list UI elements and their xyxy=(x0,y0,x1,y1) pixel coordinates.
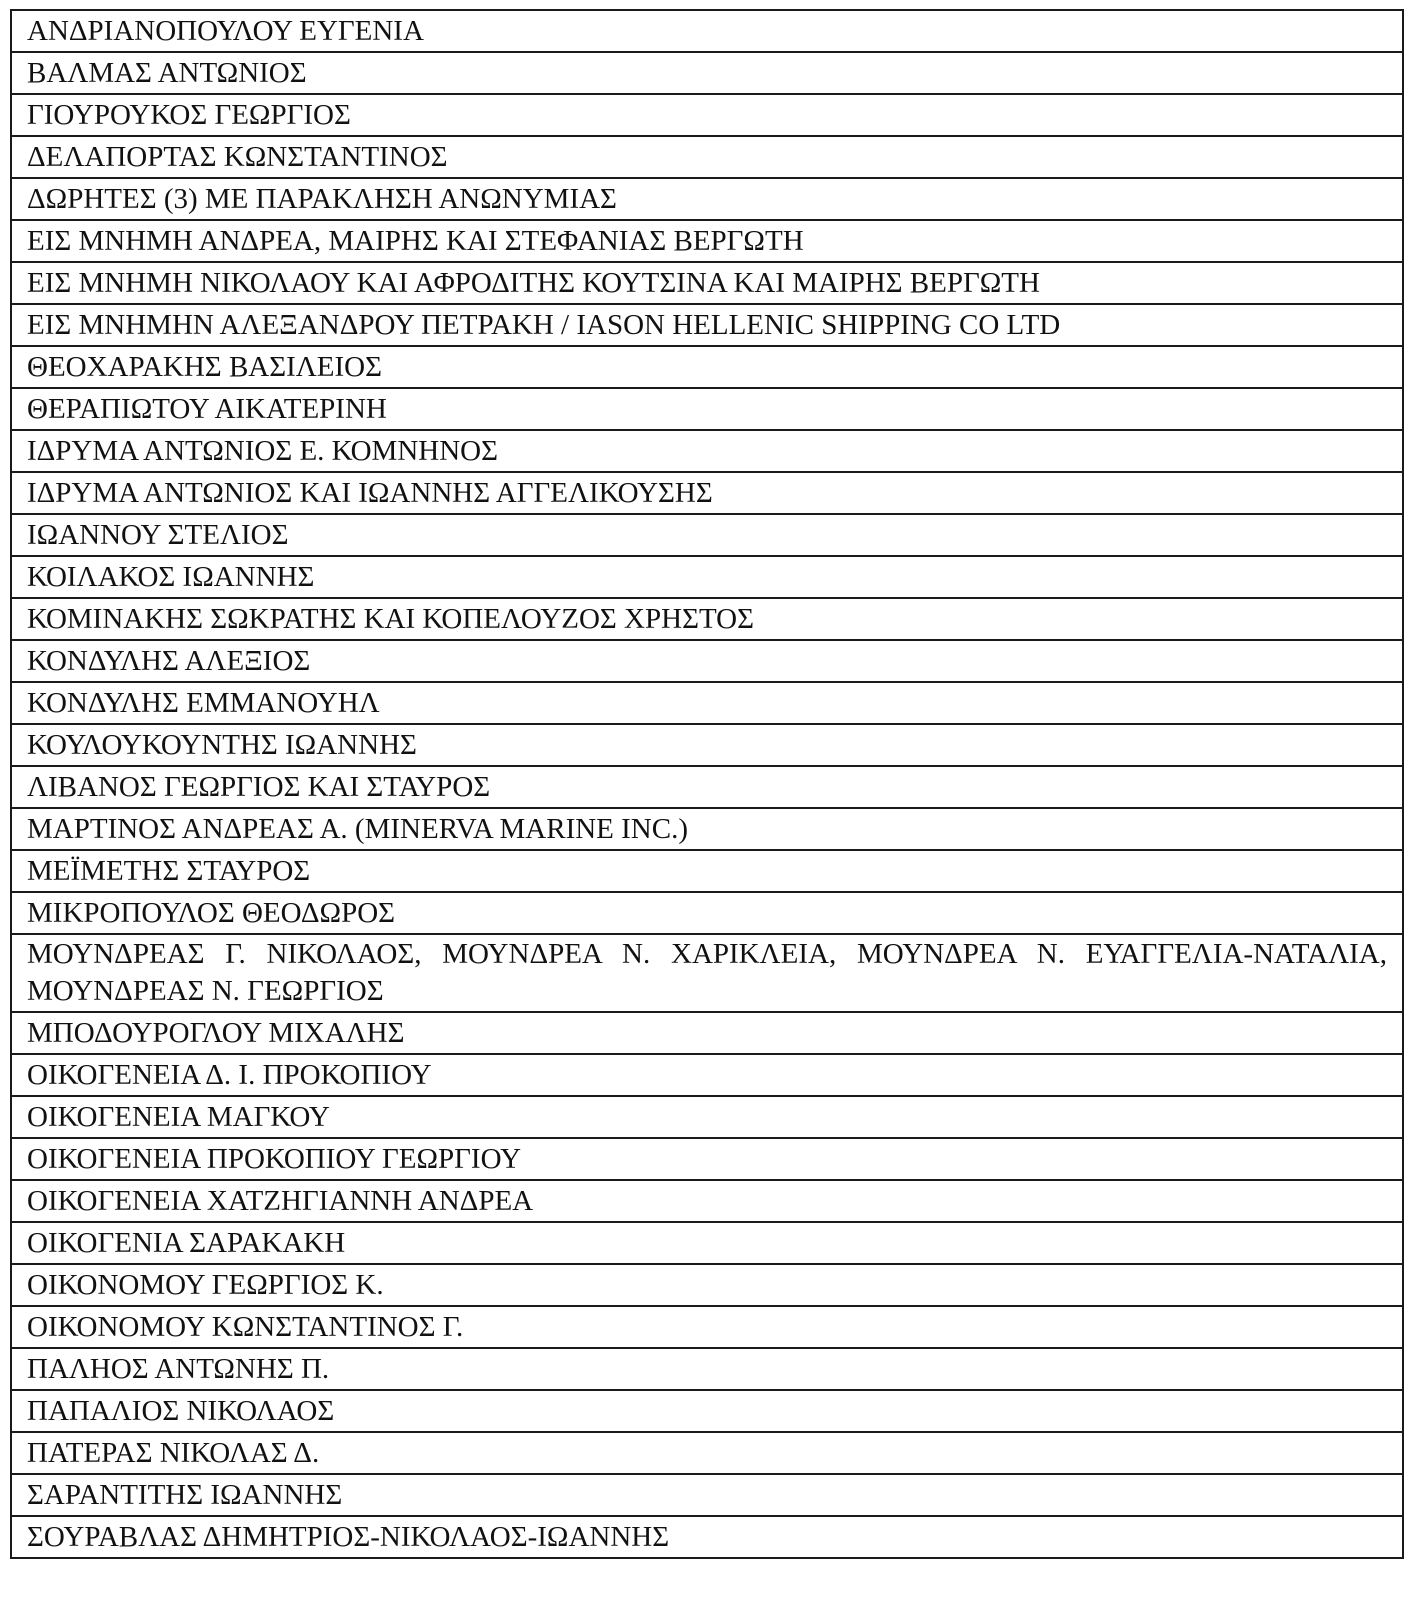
table-row xyxy=(11,430,1403,472)
table-row xyxy=(11,388,1403,430)
table-row xyxy=(11,598,1403,640)
table-row xyxy=(11,304,1403,346)
table-row xyxy=(11,1138,1403,1180)
table-row xyxy=(11,850,1403,892)
donor-name-cell: ΠΑΠΑΛΙΟΣ ΝΙΚΟΛΑΟΣ xyxy=(11,1390,1403,1432)
table-row xyxy=(11,1474,1403,1516)
donor-name-cell: ΟΙΚΟΓΕΝΕΙΑ Δ. Ι. ΠΡΟΚΟΠΙΟΥ xyxy=(11,1054,1403,1096)
table-row xyxy=(11,1390,1403,1432)
donor-name-cell: ΕΙΣ ΜΝΗΜΗ ΝΙΚΟΛΑΟΥ ΚΑΙ ΑΦΡΟΔΙΤΗΣ ΚΟΥΤΣΙΝΑ ΚΑΙ ΜΑΙΡΗΣ ΒΕΡΓΩΤΗ xyxy=(11,262,1403,304)
donor-name-cell: ΣΟΥΡΑΒΛΑΣ ΔΗΜΗΤΡΙΟΣ-ΝΙΚΟΛΑΟΣ-ΙΩΑΝΝΗΣ xyxy=(11,1516,1403,1558)
table-row xyxy=(11,346,1403,388)
donor-name-cell: ΟΙΚΟΓΕΝΕΙΑ ΧΑΤΖΗΓΙΑΝΝΗ ΑΝΔΡΕΑ xyxy=(11,1180,1403,1222)
table-row xyxy=(11,1264,1403,1306)
donor-name-cell: ΑΝΔΡΙΑΝΟΠΟΥΛΟΥ ΕΥΓΕΝΙΑ xyxy=(11,10,1403,52)
donor-name-cell: ΟΙΚΟΓΕΝΙΑ ΣΑΡΑΚΑΚΗ xyxy=(11,1222,1403,1264)
donor-name-cell: ΟΙΚΟΝΟΜΟΥ ΓΕΩΡΓΙΟΣ Κ. xyxy=(11,1264,1403,1306)
donor-name-cell: ΘΕΡΑΠΙΩΤΟΥ ΑΙΚΑΤΕΡΙΝΗ xyxy=(11,388,1403,430)
donor-name-cell: ΘΕΟΧΑΡΑΚΗΣ ΒΑΣΙΛΕΙΟΣ xyxy=(11,346,1403,388)
table-row xyxy=(11,514,1403,556)
table-row xyxy=(11,1516,1403,1558)
donor-name-cell: ΠΑΤΕΡΑΣ ΝΙΚΟΛΑΣ Δ. xyxy=(11,1432,1403,1474)
donor-name-cell: ΚΟΝΔΥΛΗΣ ΑΛΕΞΙΟΣ xyxy=(11,640,1403,682)
donor-name-cell: ΟΙΚΟΓΕΝΕΙΑ ΠΡΟΚΟΠΙΟΥ ΓΕΩΡΓΙΟΥ xyxy=(11,1138,1403,1180)
donor-name-cell: ΓΙΟΥΡΟΥΚΟΣ ΓΕΩΡΓΙΟΣ xyxy=(11,94,1403,136)
table-row xyxy=(11,472,1403,514)
table-row xyxy=(11,1432,1403,1474)
table-row xyxy=(11,1348,1403,1390)
table-row xyxy=(11,94,1403,136)
donor-name-cell: ΛΙΒΑΝΟΣ ΓΕΩΡΓΙΟΣ ΚΑΙ ΣΤΑΥΡΟΣ xyxy=(11,766,1403,808)
donor-name-cell: ΙΔΡΥΜΑ ΑΝΤΩΝΙΟΣ Ε. ΚΟΜΝΗΝΟΣ xyxy=(11,430,1403,472)
donor-name-cell: ΔΩΡΗΤΕΣ (3) ΜΕ ΠΑΡΑΚΛΗΣΗ ΑΝΩΝΥΜΙΑΣ xyxy=(11,178,1403,220)
table-row xyxy=(11,10,1403,52)
table-row xyxy=(11,262,1403,304)
table-row xyxy=(11,136,1403,178)
table-row xyxy=(11,1054,1403,1096)
table-row xyxy=(11,682,1403,724)
donor-name-cell: ΕΙΣ ΜΝΗΜΗ ΑΝΔΡΕΑ, ΜΑΙΡΗΣ ΚΑΙ ΣΤΕΦΑΝΙΑΣ ΒΕΡΓΩΤΗ xyxy=(11,220,1403,262)
table-row xyxy=(11,892,1403,934)
donor-name-cell: ΚΟΥΛΟΥΚΟΥΝΤΗΣ ΙΩΑΝΝΗΣ xyxy=(11,724,1403,766)
donor-name-cell: ΜΙΚΡΟΠΟΥΛΟΣ ΘΕΟΔΩΡΟΣ xyxy=(11,892,1403,934)
donor-name-cell: ΕΙΣ ΜΝΗΜΗΝ ΑΛΕΞΑΝΔΡΟΥ ΠΕΤΡΑΚΗ / IASON HELLENIC SHIPPING CO LTD xyxy=(11,304,1403,346)
donor-name-cell: ΔΕΛΑΠΟΡΤΑΣ ΚΩΝΣΤΑΝΤΙΝΟΣ xyxy=(11,136,1403,178)
table-row xyxy=(11,934,1403,1012)
donor-name-cell: ΒΑΛΜΑΣ ΑΝΤΩΝΙΟΣ xyxy=(11,52,1403,94)
donor-name-cell: ΜΠΟΔΟΥΡΟΓΛΟΥ ΜΙΧΑΛΗΣ xyxy=(11,1012,1403,1054)
table-row xyxy=(11,724,1403,766)
table-row xyxy=(11,556,1403,598)
donor-name-cell: ΜΟΥΝΔΡΕΑΣ Γ. ΝΙΚΟΛΑΟΣ, ΜΟΥΝΔΡΕΑ Ν. ΧΑΡΙΚΛΕΙΑ, ΜΟΥΝΔΡΕΑ Ν. ΕΥΑΓΓΕΛΙΑ-ΝΑΤΑΛΙΑ, ΜΟΥΝΔΡΕΑΣ Ν. ΓΕΩΡΓΙΟΣ xyxy=(11,934,1403,1012)
table-row xyxy=(11,1180,1403,1222)
donor-name-cell: ΚΟΜΙΝΑΚΗΣ ΣΩΚΡΑΤΗΣ ΚΑΙ ΚΟΠΕΛΟΥΖΟΣ ΧΡΗΣΤΟΣ xyxy=(11,598,1403,640)
table-row xyxy=(11,1222,1403,1264)
donor-name-cell: ΚΟΝΔΥΛΗΣ ΕΜΜΑΝΟΥΗΛ xyxy=(11,682,1403,724)
table-row xyxy=(11,52,1403,94)
donor-name-cell: ΟΙΚΟΝΟΜΟΥ ΚΩΝΣΤΑΝΤΙΝΟΣ Γ. xyxy=(11,1306,1403,1348)
table-row xyxy=(11,178,1403,220)
donor-name-cell: ΟΙΚΟΓΕΝΕΙΑ ΜΑΓΚΟΥ xyxy=(11,1096,1403,1138)
donor-list-table xyxy=(10,9,1404,1559)
donor-name-cell: ΜΑΡΤΙΝΟΣ ΑΝΔΡΕΑΣ Α. (MINERVA MARINE INC.) xyxy=(11,808,1403,850)
donor-name-cell: ΙΔΡΥΜΑ ΑΝΤΩΝΙΟΣ ΚΑΙ ΙΩΑΝΝΗΣ ΑΓΓΕΛΙΚΟΥΣΗΣ xyxy=(11,472,1403,514)
donor-name-cell: ΣΑΡΑΝΤΙΤΗΣ ΙΩΑΝΝΗΣ xyxy=(11,1474,1403,1516)
table-row xyxy=(11,808,1403,850)
table-row xyxy=(11,640,1403,682)
table-row xyxy=(11,766,1403,808)
donor-name-cell: ΠΑΛΗΟΣ ΑΝΤΩΝΗΣ Π. xyxy=(11,1348,1403,1390)
table-row xyxy=(11,1012,1403,1054)
table-row xyxy=(11,220,1403,262)
donor-name-cell: ΜΕΪΜΕΤΗΣ ΣΤΑΥΡΟΣ xyxy=(11,850,1403,892)
table-row xyxy=(11,1096,1403,1138)
donor-name-cell: ΙΩΑΝΝΟΥ ΣΤΕΛΙΟΣ xyxy=(11,514,1403,556)
donor-name-cell: ΚΟΙΛΑΚΟΣ ΙΩΑΝΝΗΣ xyxy=(11,556,1403,598)
table-row xyxy=(11,1306,1403,1348)
